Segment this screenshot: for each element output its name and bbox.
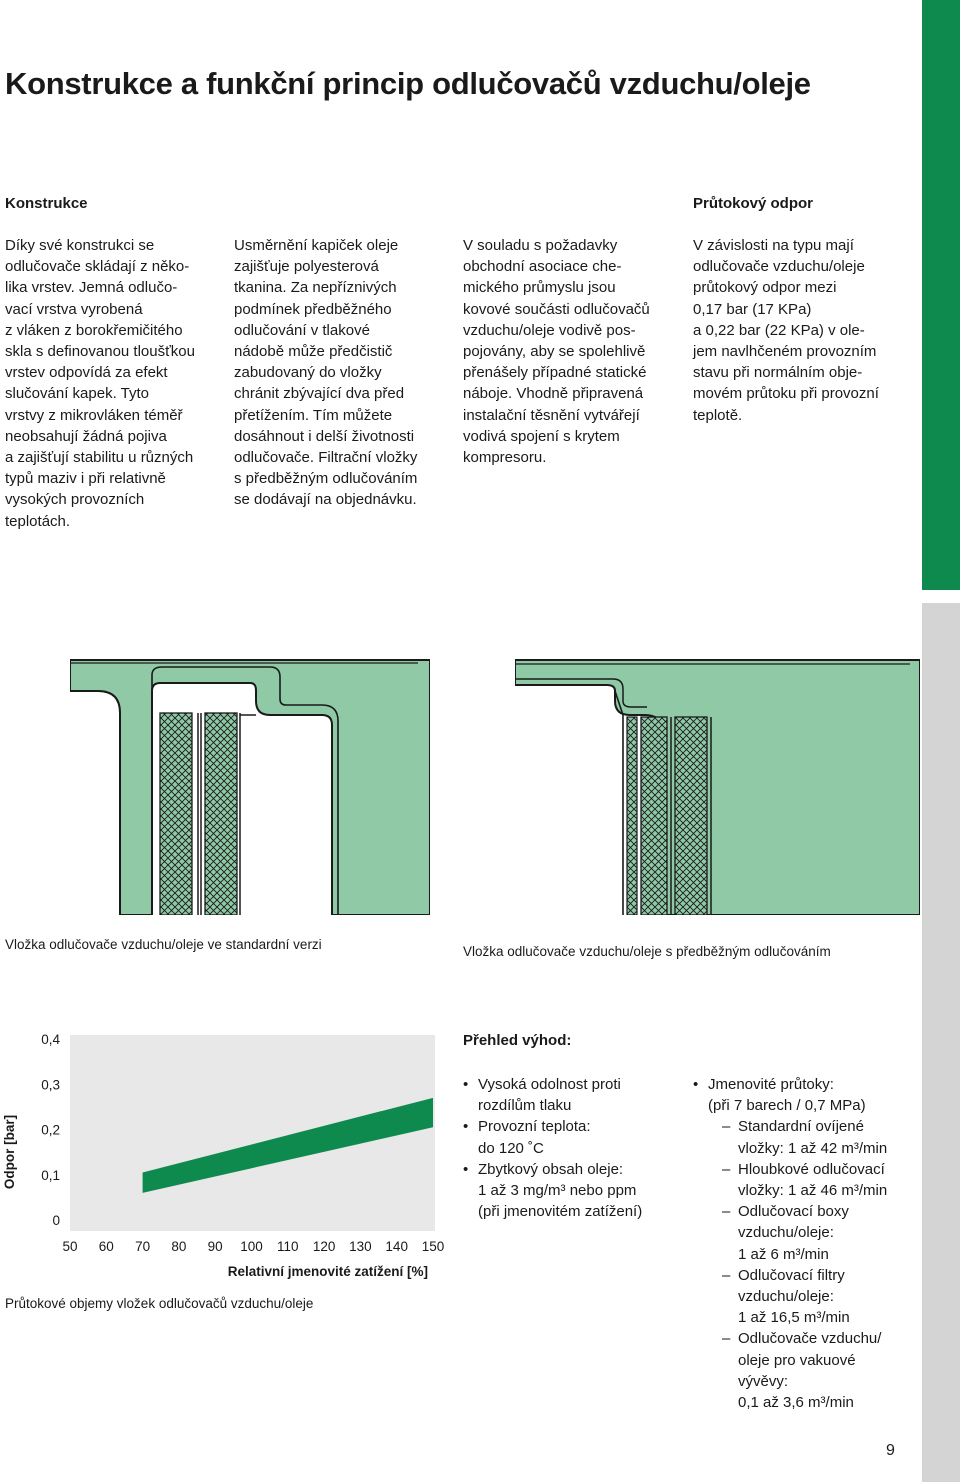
- y-tick-label: 0: [52, 1213, 60, 1228]
- filter-layer-outer: [160, 713, 192, 915]
- list-item: • Jmenovité průtoky: (při 7 barech / 0,7 MPa) – Standardní ovíjené vložky: 1 až 42 m³/min – Hloubkové odlučovací vložky: 1 až 46 m³/min – Odlučovací boxy vzduchu/oleje: 1 až 6 m³/min – Odlučovací filtry vzduchu/oleje: 1 až 16,5 m³/min – Odlučovače vzduchu/ oleje pro vakuové vývěvy: 0,1 až 3,6 m³/min: [693, 1074, 918, 1413]
- figure-caption-standard: Vložka odlučovače vzduchu/oleje ve standardní verzi: [5, 937, 322, 952]
- chart-caption: Průtokové objemy vložek odlučovačů vzduchu/oleje: [5, 1296, 314, 1311]
- grey-side-bar: [922, 603, 960, 1482]
- list-item: – Standardní ovíjené vložky: 1 až 42 m³/min: [708, 1116, 918, 1158]
- list-item: – Odlučovací filtry vzduchu/oleje: 1 až 16,5 m³/min: [708, 1265, 918, 1329]
- y-tick-label: 0,2: [41, 1122, 60, 1138]
- green-side-bar: [922, 0, 960, 590]
- advantages-list-left: [463, 1074, 678, 1222]
- x-tick-label: 100: [240, 1239, 263, 1254]
- x-tick-label: 50: [62, 1239, 78, 1254]
- list-item: – Odlučovací boxy vzduchu/oleje: 1 až 6 m³/min: [708, 1201, 918, 1265]
- x-tick-label: 60: [98, 1239, 114, 1254]
- advantages-title: Přehled výhod:: [463, 1032, 572, 1049]
- x-tick-label: 150: [421, 1239, 445, 1254]
- list-item: – Odlučovače vzduchu/ oleje pro vakuové vývěvy: 0,1 až 3,6 m³/min: [708, 1328, 918, 1413]
- separator-cross-section-standard: [70, 655, 430, 915]
- flow-rates-sublist: [708, 1116, 918, 1413]
- filter-layer-outer: [641, 717, 667, 915]
- list-item: – Hloubkové odlučovací vložky: 1 až 46 m³/min: [708, 1159, 918, 1201]
- x-tick-label: 80: [171, 1239, 187, 1254]
- list-item: • Provozní teplota: do 120 ˚C: [463, 1116, 678, 1158]
- page-number: 9: [886, 1442, 895, 1459]
- advantages-list-right: [693, 1074, 918, 1413]
- text-column-2: Usměrnění kapiček oleje zajišťuje polyesterová tkanina. Za nepříznivých podmínek předběžného odlučování v tlakové nádobě může předčistič zabudovaný do vložky chránit zbývající dva před přetížením. Tím můžete dosáhnout i delší životnosti odlučovače. Filtrační vložky s předběžným odlučováním se dodávají na objednávku.: [234, 237, 418, 509]
- list-item: • Vysoká odolnost proti rozdílům tlaku: [463, 1074, 678, 1116]
- x-tick-label: 140: [385, 1239, 408, 1254]
- chart-y-axis-label: Odpor [bar]: [2, 1114, 17, 1190]
- separator-cross-section-pre-separation: [515, 655, 920, 915]
- filter-layer-inner: [675, 717, 707, 915]
- text-column-4: V závislosti na typu mají odlučovače vzduchu/oleje průtokový odpor mezi 0,17 bar (17 KPa) a 0,22 bar (22 KPa) v ole- jem navlhčeném provozním stavu při normálním obje- movém průtoku při provozní teplotě.: [693, 237, 879, 424]
- x-tick-label: 130: [349, 1239, 372, 1254]
- section-heading-construction: Konstrukce: [5, 195, 88, 212]
- y-tick-label: 0,1: [41, 1167, 60, 1183]
- x-tick-label: 120: [312, 1239, 336, 1254]
- section-heading-flow-resistance: Průtokový odpor: [693, 195, 814, 212]
- figure-caption-pre-separation: Vložka odlučovače vzduchu/oleje s předběžným odlučováním: [463, 944, 831, 959]
- y-tick-label: 0,4: [41, 1032, 60, 1047]
- chart-x-axis-label: Relativní jmenovité zatížení [%]: [227, 1264, 428, 1279]
- pre-separator-layer: [627, 717, 637, 915]
- list-item: • Zbytkový obsah oleje: 1 až 3 mg/m³ nebo ppm (při jmenovitém zatížení): [463, 1159, 678, 1223]
- text-column-3: V souladu s požadavky obchodní asociace che- mického průmyslu jsou kovové součásti odlučovačů vzduchu/oleje vodivě pos- pojovány, aby se spolehlivě přenášely případné statické náboje. Vhodně připravená instalační těsnění vytvářejí vodivá spojení s krytem kompresoru.: [463, 237, 650, 467]
- page-title: Konstrukce a funkční princip odlučovačů vzduchu/oleje: [5, 66, 811, 101]
- y-tick-label: 0,3: [41, 1077, 60, 1093]
- x-tick-label: 90: [207, 1239, 223, 1254]
- filter-layer-inner: [205, 713, 237, 915]
- flow-resistance-chart: [0, 1020, 450, 1280]
- x-tick-label: 110: [277, 1239, 299, 1254]
- text-column-1: Díky své konstrukci se odlučovače skládají z něko- lika vrstev. Jemná odlučo- vací vrstva vyrobená z vláken z borokřemičitého skla s definovanou tloušťkou vrstev odpovídá za efekt slučování kapek. Tyto vrstvy z mikrovláken téměř neobsahují žádná pojiva a zajišťují stabilitu u různých typů maziv i při relativně vysokých provozních teplotách.: [5, 237, 195, 530]
- x-tick-label: 70: [135, 1239, 151, 1254]
